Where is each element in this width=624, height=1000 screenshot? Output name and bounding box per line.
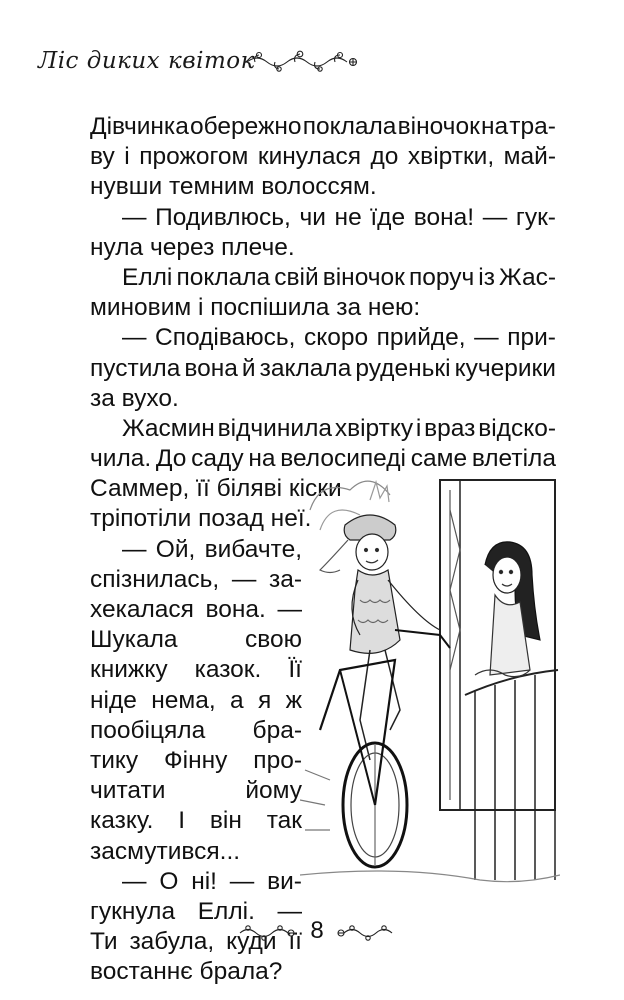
floral-vine-ornament-icon — [245, 50, 360, 72]
text-line: пустила вона й заклала руденькі кучерики — [90, 354, 556, 382]
text-line: тріпотіли позад неї. — [90, 505, 312, 533]
book-title: Ліс диких квіток — [38, 48, 255, 74]
running-header — [38, 44, 358, 84]
floral-ornament-right-icon — [336, 923, 394, 943]
text-line: казку. І він так — [90, 807, 302, 835]
text-line: хекалася вона. — — [90, 596, 302, 623]
text-line: востаннє брала? — [90, 958, 283, 986]
text-line: Дівчинка обережно поклала віночок на тра- — [90, 113, 556, 140]
floral-ornament-left-icon — [238, 923, 296, 943]
text-line: гукнула Еллі. — — [90, 897, 302, 925]
text-line: нула через плече. — [90, 233, 295, 261]
text-line: чила. До саду на велосипеді саме влетіла — [90, 445, 556, 473]
text-line: — Ой, вибачте, — [122, 535, 302, 563]
text-line: засмутився... — [90, 837, 241, 865]
text-line: за вухо. — [90, 384, 179, 412]
text-line: миновим і поспішила за нею: — [90, 294, 421, 322]
text-line: — Сподіваюсь, скоро прийде, — при- — [122, 324, 556, 352]
text-line: пообіцяла бра- — [90, 716, 302, 744]
page-footer — [0, 915, 624, 955]
text-line: Еллі поклала свій віночок поруч із Жас- — [122, 263, 556, 291]
text-line: читати йому — [90, 777, 302, 805]
text-line: спізнилась, — за- — [90, 565, 302, 593]
text-line: книжку казок. Її — [90, 656, 302, 684]
text-line: нувши темним волоссям. — [90, 173, 377, 201]
page-number: 8 — [310, 917, 324, 944]
text-line: Жасмин відчинила хвіртку і враз відско- — [122, 414, 556, 442]
text-line: — Подивлюсь, чи не їде вона! — гук- — [122, 203, 556, 231]
text-line: ніде нема, а я ж — [90, 686, 302, 714]
text-line: Саммер, її біляві кіски — [90, 475, 342, 503]
text-line: — О ні! — ви- — [122, 867, 302, 895]
girls-bicycle-garden-gate-illustration-icon — [300, 470, 560, 890]
text-line: Ти забула, куди її — [90, 928, 302, 956]
text-line: Шукала свою — [90, 626, 302, 654]
text-line: тику Фінну про- — [90, 746, 302, 774]
text-line: ву і прожогом кинулася до хвіртки, май- — [90, 143, 556, 171]
